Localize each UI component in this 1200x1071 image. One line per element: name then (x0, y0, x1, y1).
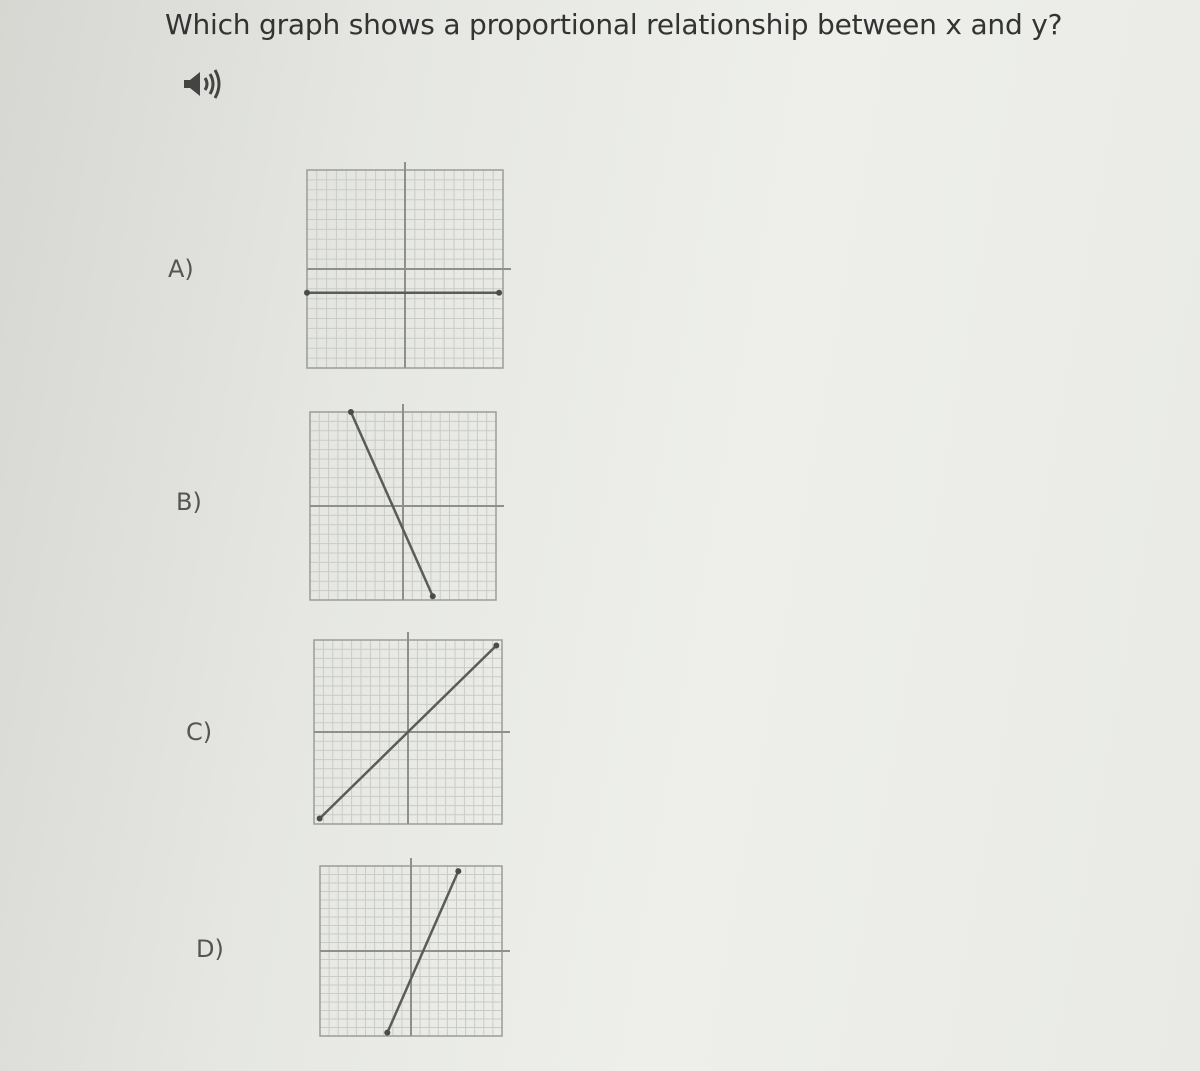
graph-c-plot (314, 640, 502, 824)
question-text: Which graph shows a proportional relationship between x and y? (165, 8, 1063, 41)
arrow-tip (304, 290, 310, 296)
arrow-tip (430, 593, 436, 599)
option-c-graph[interactable] (314, 640, 502, 824)
arrow-tip (496, 290, 502, 296)
option-a-label: A) (168, 255, 194, 283)
graph-b-plot (310, 412, 496, 600)
option-a-graph[interactable] (307, 170, 503, 368)
arrow-tip (384, 1030, 390, 1036)
plotted-line (351, 412, 433, 596)
speaker-icon (180, 66, 230, 102)
arrow-tip (455, 868, 461, 874)
option-d-label: D) (196, 935, 224, 963)
graph-a-plot (307, 170, 503, 368)
graph-d-plot (320, 866, 502, 1036)
arrow-tip (493, 643, 499, 649)
arrow-tip (317, 815, 323, 821)
option-c-label: C) (186, 718, 213, 746)
option-b-graph[interactable] (310, 412, 496, 600)
audio-button[interactable] (180, 66, 230, 102)
option-d-graph[interactable] (320, 866, 502, 1036)
option-b-label: B) (176, 488, 202, 516)
arrow-tip (348, 409, 354, 415)
